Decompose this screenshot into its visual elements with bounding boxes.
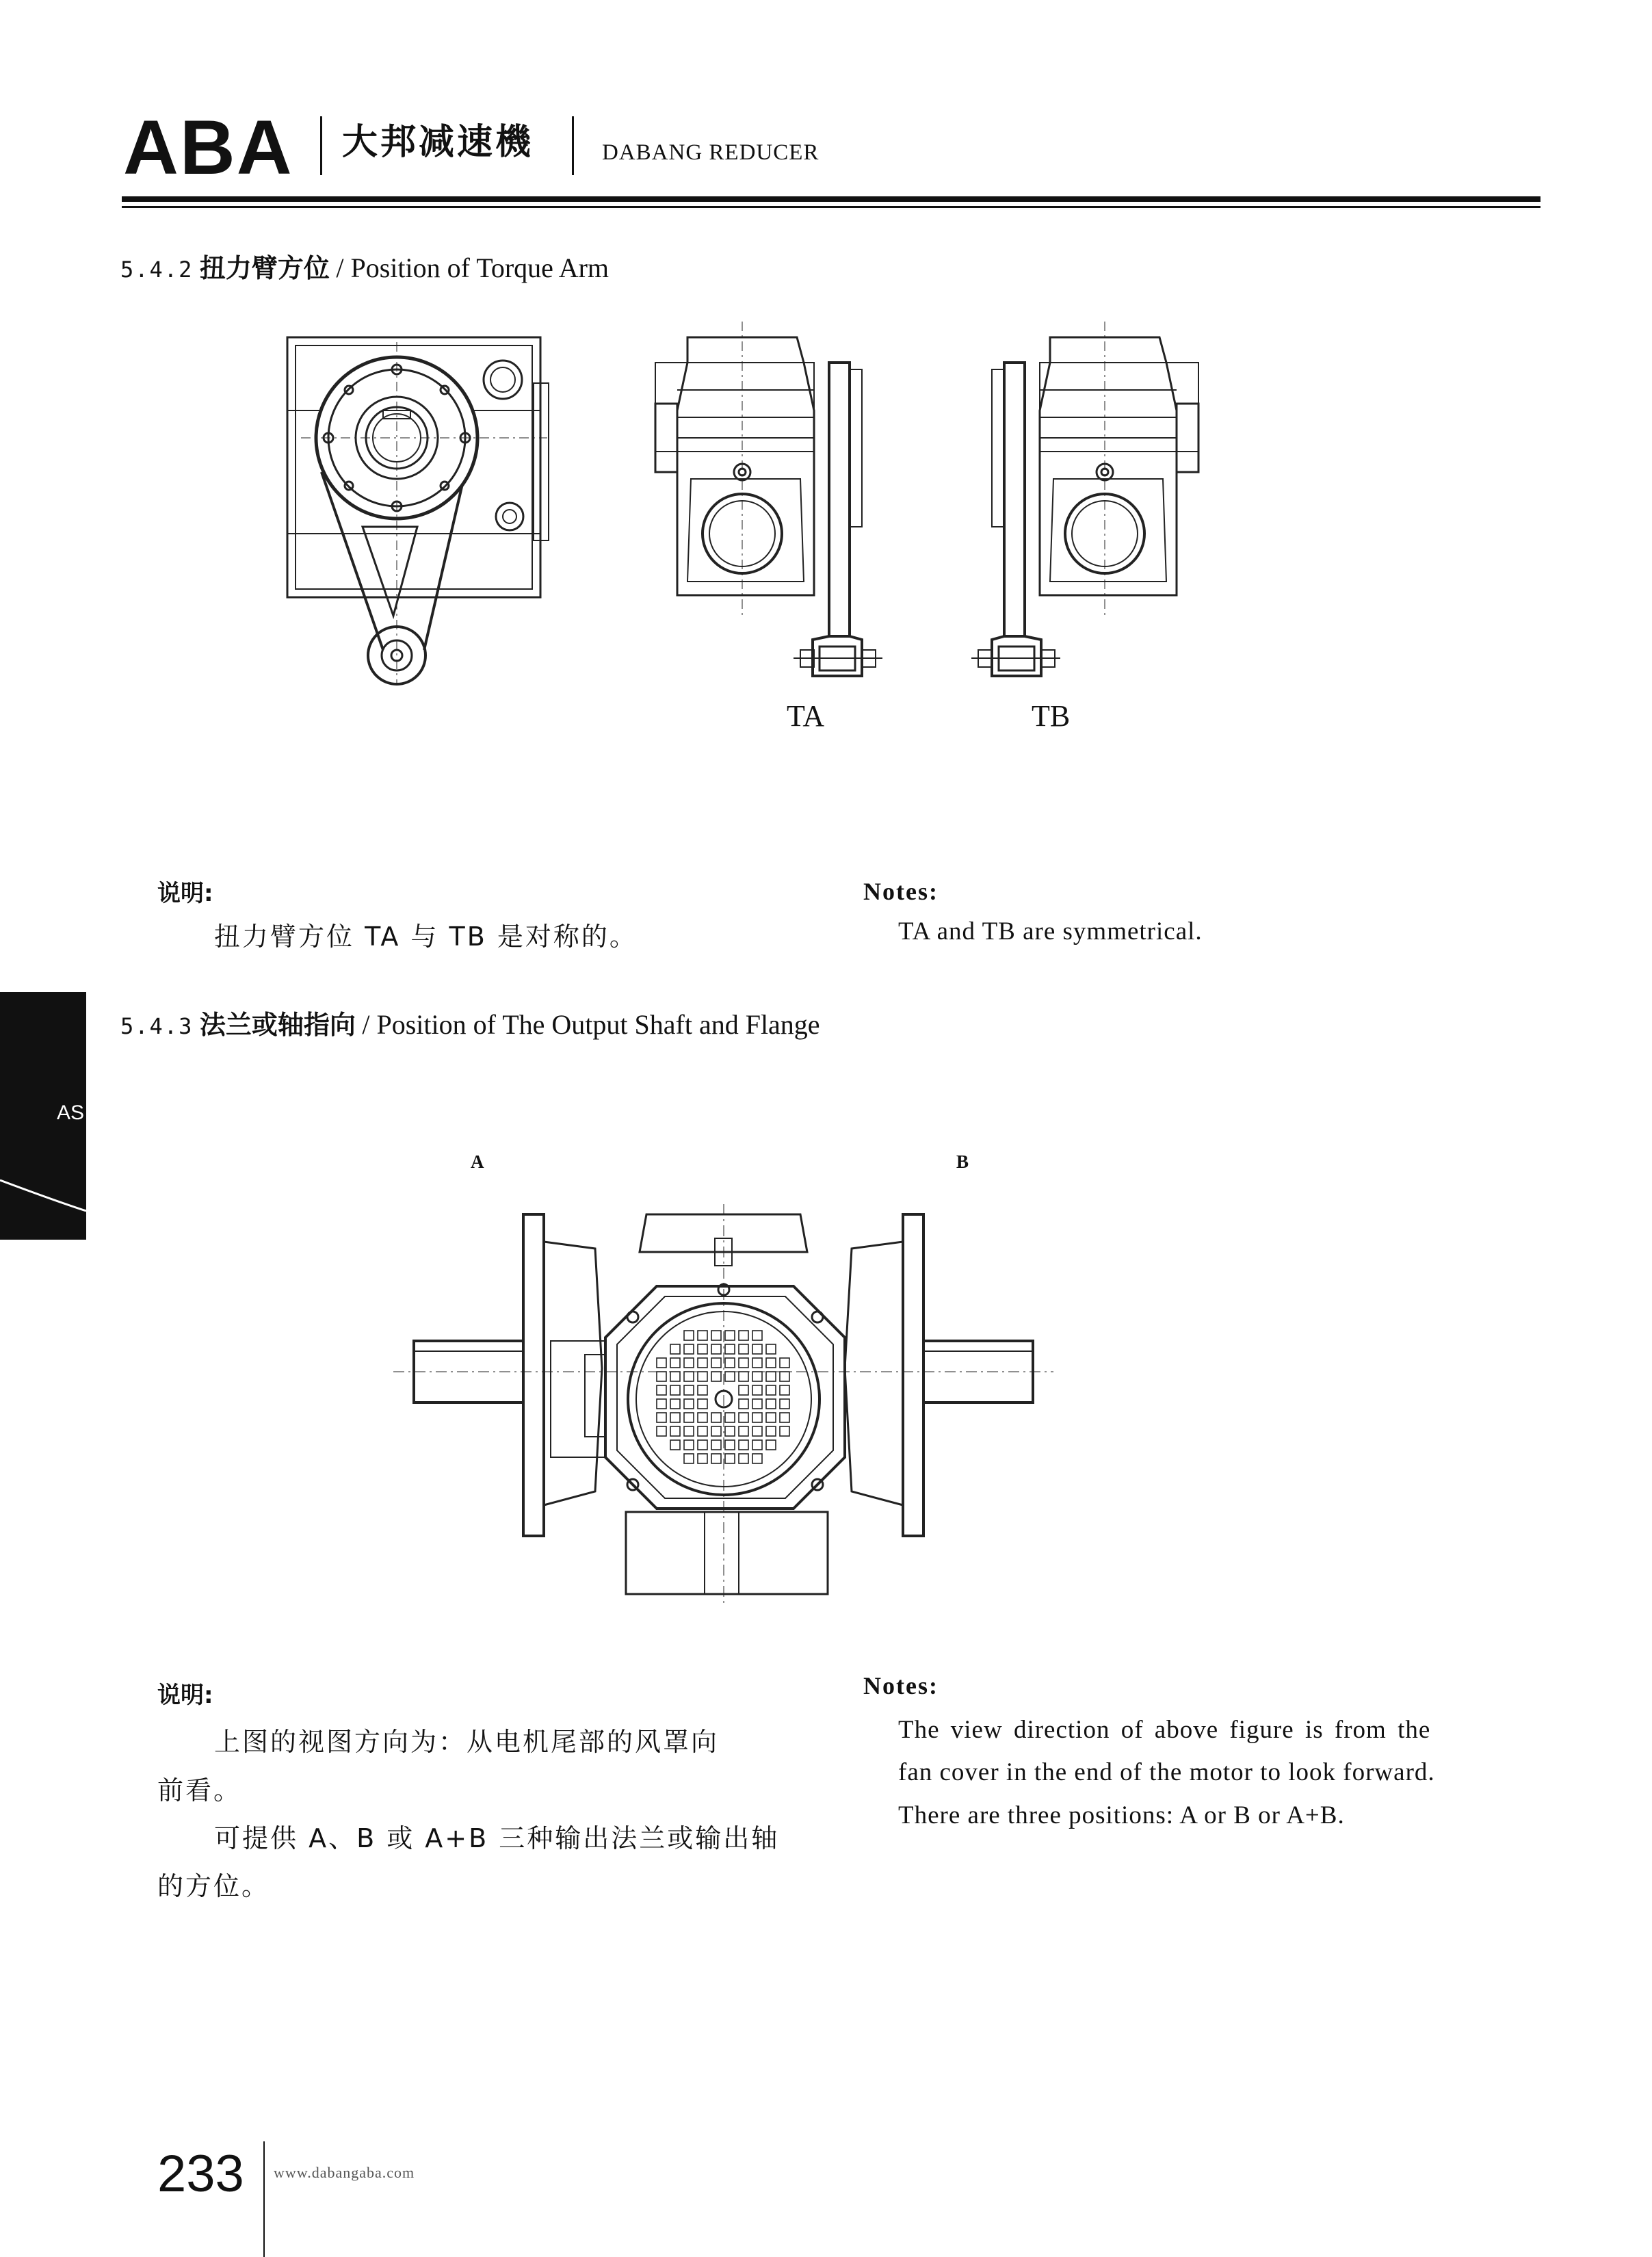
side-tab-label: AS bbox=[57, 1101, 85, 1124]
notes-text-cn-line: 前看。 bbox=[157, 1775, 242, 1805]
notes-text-en-line: There are three positions: A or B or A+B. bbox=[898, 1801, 1345, 1829]
notes-text-cn-line: 可提供 A、B 或 A+B 三种输出法兰或输出轴 bbox=[214, 1823, 780, 1853]
output-shaft-flange-view bbox=[393, 1204, 1053, 1604]
notes-text-cn-line: 上图的视图方向为：从电机尾部的风罩向 bbox=[214, 1727, 720, 1757]
figure-label-b: B bbox=[956, 1151, 969, 1172]
figure-label-tb: TB bbox=[1032, 699, 1071, 733]
brand-name-cn: 大邦减速機 bbox=[342, 122, 534, 163]
section-number: 5.4.2 bbox=[120, 257, 194, 283]
footer-url: www.dabangaba.com bbox=[274, 2164, 415, 2181]
torque-arm-ta-view bbox=[655, 322, 882, 676]
notes-text-cn: 扭力臂方位 TA 与 TB 是对称的。 bbox=[214, 922, 638, 952]
section-heading-output-shaft bbox=[120, 1011, 820, 1039]
notes-heading-cn: 说明: bbox=[157, 880, 213, 907]
figure-label-ta: TA bbox=[787, 699, 825, 733]
torque-arm-front-view bbox=[287, 337, 549, 684]
section-title-cn: 法兰或轴指向 bbox=[199, 1010, 356, 1040]
notes-heading-cn: 说明: bbox=[157, 1682, 213, 1709]
section-number: 5.4.3 bbox=[120, 1013, 194, 1039]
notes-text-cn-line: 的方位。 bbox=[157, 1871, 270, 1901]
notes-heading-en: Notes: bbox=[863, 878, 939, 905]
figure-label-a: A bbox=[471, 1151, 484, 1172]
notes-text-en-line: fan cover in the end of the motor to look forward. bbox=[898, 1758, 1435, 1786]
section-title-en: / Position of The Output Shaft and Flange bbox=[362, 1009, 820, 1040]
section-title-en: / Position of Torque Arm bbox=[336, 252, 609, 283]
brand-logo: ABA bbox=[123, 105, 293, 190]
notes-text-en-line: The view direction of above figure is from the bbox=[898, 1716, 1431, 1744]
page-number: 233 bbox=[157, 2145, 244, 2203]
section-title-cn: 扭力臂方位 bbox=[199, 253, 330, 283]
notes-heading-en: Notes: bbox=[863, 1672, 939, 1699]
brand-name-en: DABANG REDUCER bbox=[602, 140, 820, 165]
torque-arm-tb-view bbox=[971, 322, 1198, 676]
footer-divider bbox=[263, 2141, 265, 2257]
notes-text-en: TA and TB are symmetrical. bbox=[898, 917, 1203, 945]
